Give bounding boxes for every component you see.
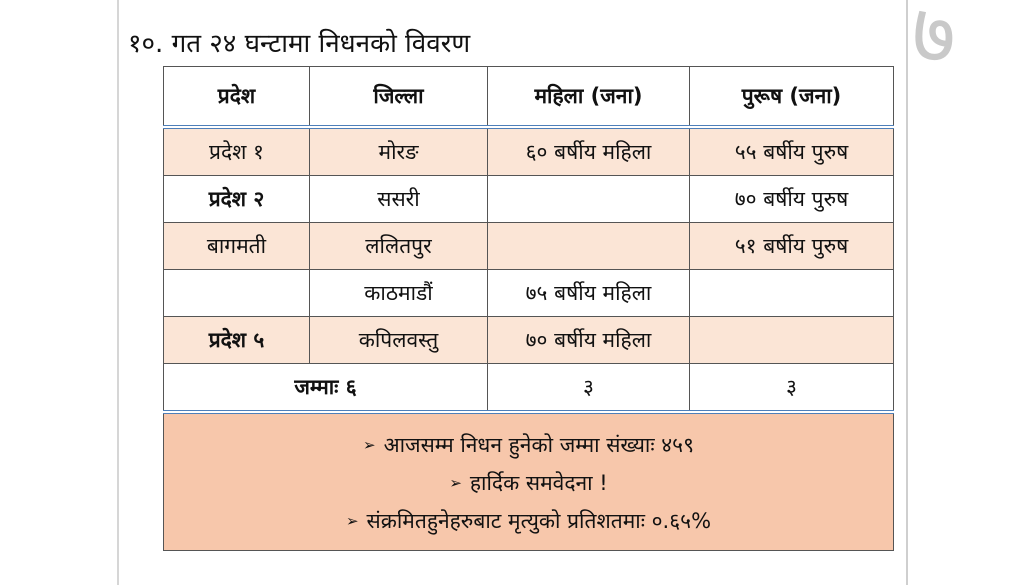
cell-district: मोरङ	[310, 127, 488, 176]
cell-female: ७५ बर्षीय महिला	[488, 270, 690, 317]
cell-male	[690, 270, 894, 317]
summary-box	[164, 412, 894, 551]
arrow-bullet-icon: ➢	[449, 474, 462, 492]
header-male: पुरूष (जना)	[690, 67, 894, 128]
cell-province: प्रदेश ५	[164, 317, 310, 364]
header-female: महिला (जना)	[488, 67, 690, 128]
table-row	[164, 317, 894, 364]
total-male: ३	[690, 364, 894, 413]
table-row	[164, 127, 894, 176]
summary-text: आजसम्म निधन हुनेको जम्मा संख्याः ४५९	[383, 433, 695, 457]
right-margin-rule	[906, 0, 908, 585]
table-row	[164, 270, 894, 317]
left-margin-rule	[117, 0, 119, 585]
cell-district: काठमाडौं	[310, 270, 488, 317]
summary-line	[164, 502, 893, 540]
table-row	[164, 223, 894, 270]
cell-female	[488, 176, 690, 223]
section-heading: १०. गत २४ घन्टामा निधनको विवरण	[128, 29, 471, 59]
cell-male: ५५ बर्षीय पुरुष	[690, 127, 894, 176]
header-district: जिल्ला	[310, 67, 488, 128]
cell-district: ललितपुर	[310, 223, 488, 270]
cell-province: बागमती	[164, 223, 310, 270]
arrow-bullet-icon: ➢	[345, 512, 359, 530]
cell-district: कपिलवस्तु	[310, 317, 488, 364]
cell-female	[488, 223, 690, 270]
cell-male: ७० बर्षीय पुरुष	[690, 176, 894, 223]
summary-line	[164, 464, 893, 502]
cell-female: ७० बर्षीय महिला	[488, 317, 690, 364]
total-female: ३	[488, 364, 690, 413]
cell-province	[164, 270, 310, 317]
cell-district: ससरी	[310, 176, 488, 223]
page-number-mark: ७	[912, 0, 956, 83]
summary-text: संक्रमितहुनेहरुबाट मृत्युको प्रतिशतमाः ०.६५%	[366, 509, 712, 533]
cell-male	[690, 317, 894, 364]
total-label: जम्माः ६	[164, 364, 488, 413]
arrow-bullet-icon: ➢	[362, 436, 376, 454]
summary-text: हार्दिक समवेदना !	[469, 471, 608, 495]
deaths-table	[163, 66, 894, 551]
table-header-row	[164, 67, 894, 128]
cell-female: ६० बर्षीय महिला	[488, 127, 690, 176]
table-row	[164, 176, 894, 223]
cell-province: प्रदेश २	[164, 176, 310, 223]
summary-line	[164, 426, 893, 464]
total-row	[164, 364, 894, 413]
header-province: प्रदेश	[164, 67, 310, 128]
cell-province: प्रदेश १	[164, 127, 310, 176]
cell-male: ५१ बर्षीय पुरुष	[690, 223, 894, 270]
summary-row	[164, 412, 894, 551]
